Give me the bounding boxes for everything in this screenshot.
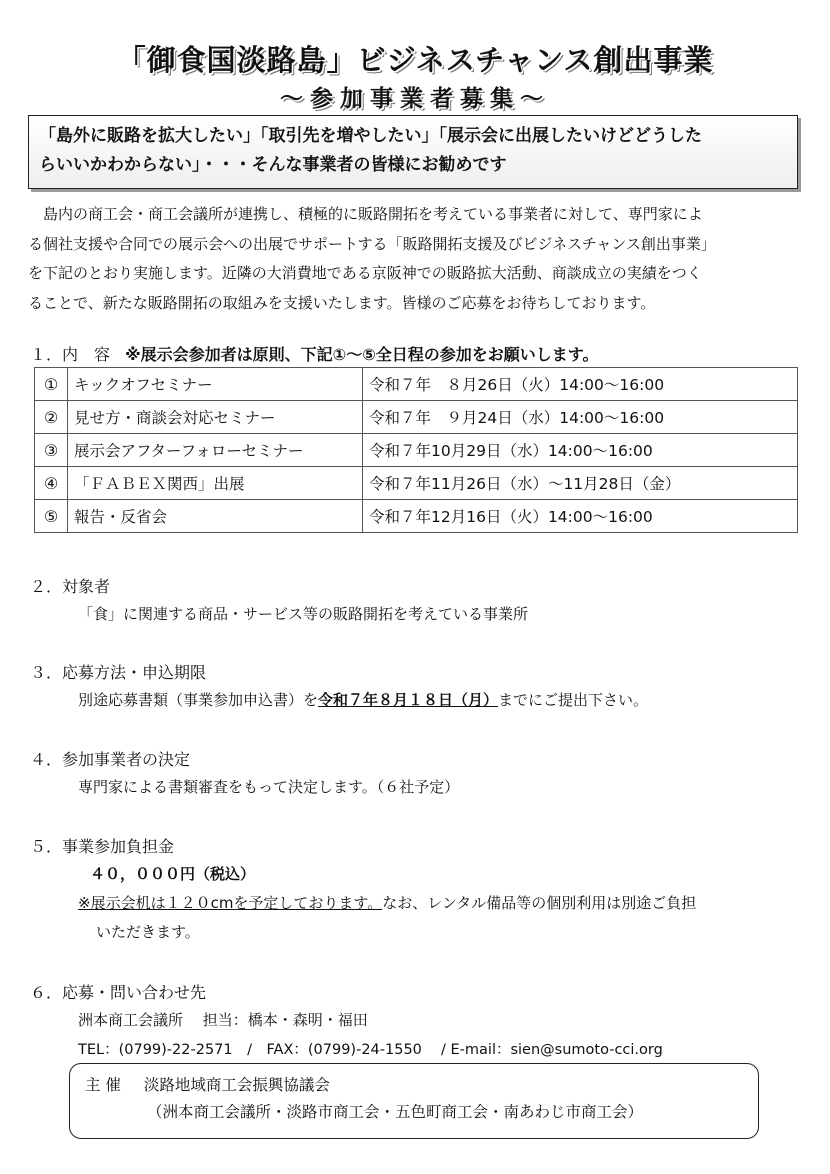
intro-line: 島内の商工会・商工会議所が連携し、積極的に販路開拓を考えている事業者に対して、専門家によ [28, 205, 703, 223]
intro-line: る個社支援や合同での展示会への出展でサポートする「販路開拓支援及びビジネスチャンス創出事業」 [28, 234, 716, 253]
organizer-box [69, 1063, 759, 1139]
section-1-title: １．内 容 [30, 345, 111, 364]
row-date: 令和７年 ８月26日（火）14:00～16:00 [363, 368, 798, 401]
organizer-line [85, 1072, 758, 1099]
section-5-heading: ５．事業参加負担金 [30, 837, 175, 856]
section-6-heading: ６．応募・問い合わせ先 [30, 983, 207, 1002]
section-5-note-line-2: いただきます。 [96, 923, 200, 941]
section-2-body: 「食」に関連する商品・サービス等の販路開拓を考えている事業所 [78, 605, 529, 623]
section-3-body [78, 689, 648, 710]
section-5-note-rest: なお、レンタル備品等の個別利用は別途ご負担 [382, 894, 697, 912]
row-event: 展示会アフターフォローセミナー [68, 434, 363, 467]
table-row [35, 434, 798, 467]
section-3-heading: ３．応募方法・申込期限 [30, 663, 207, 682]
organizer-members: （洲本商工会議所・淡路市商工会・五色町商工会・南あわじ市商工会） [147, 1103, 644, 1121]
row-number: ⑤ [35, 500, 68, 533]
organizer-label: 主 催 [85, 1076, 121, 1094]
row-event: キックオフセミナー [68, 368, 363, 401]
table-row [35, 500, 798, 533]
banner-line-2: らいいかわからない」・・・そんな事業者の皆様にお勧めです [39, 155, 507, 175]
table-row [35, 368, 798, 401]
section-1-heading [30, 342, 598, 365]
participation-fee: ４０，０００円（税込） [90, 865, 256, 883]
banner-line-1: 「島外に販路を拡大したい」「取引先を増やしたい」「展示会に出展したいけどどうした [39, 126, 702, 146]
intro-paragraph [28, 200, 808, 318]
schedule-table [34, 367, 798, 533]
highlight-banner [28, 115, 798, 189]
row-event: 報告・反省会 [68, 500, 363, 533]
contact-organization: 洲本商工会議所 担当：橋本・森明・福田 [78, 1011, 368, 1029]
row-number: ③ [35, 434, 68, 467]
section-5-note [78, 892, 696, 913]
section-2-heading: ２．対象者 [30, 577, 111, 596]
row-event: 見せ方・商談会対応セミナー [68, 401, 363, 434]
section-1-note: ※展示会参加者は原則、下記①～⑤全日程の参加をお願いします。 [125, 345, 599, 364]
row-number: ② [35, 401, 68, 434]
row-date: 令和７年10月29日（水）14:00～16:00 [363, 434, 798, 467]
intro-line: を下記のとおり実施します。近隣の大消費地である京阪神での販路拡大活動、商談成立の実績をつく [28, 264, 702, 282]
intro-line: ることで、新たな販路開拓の取組みを支援いたします。皆様のご応募をお待ちしております。 [28, 293, 656, 312]
row-number: ④ [35, 467, 68, 500]
section-3-body-pre: 別途応募書類（事業参加申込書）を [78, 691, 319, 709]
row-number: ① [35, 368, 68, 401]
section-4-heading: ４．参加事業者の決定 [30, 750, 191, 769]
organizer-name: 淡路地域商工会振興協議会 [143, 1076, 330, 1094]
document-title: 「御食国淡路島」ビジネスチャンス創出事業 [116, 43, 714, 77]
document-subtitle: ～参加事業者募集～ [280, 86, 550, 112]
section-3-body-post: までにご提出下さい。 [498, 691, 649, 709]
application-deadline: 令和７年８月１８日（月） [318, 691, 499, 709]
table-row [35, 401, 798, 434]
section-4-body: 専門家による書類審査をもって決定します。（６社予定） [78, 778, 460, 796]
section-5-note-underlined: ※展示会机は１２０cmを予定しております。 [78, 894, 383, 912]
table-row [35, 467, 798, 500]
row-event: 「ＦＡＢＥＸ関西」出展 [68, 467, 363, 500]
row-date: 令和７年12月16日（火）14:00～16:00 [363, 500, 798, 533]
row-date: 令和７年11月26日（水）～11月28日（金） [363, 467, 798, 500]
row-date: 令和７年 ９月24日（水）14:00～16:00 [363, 401, 798, 434]
contact-details: TEL：(0799)-22-2571 / FAX：(0799)-24-1550 / E-mail：sien@sumoto-cci.org [78, 1042, 663, 1058]
